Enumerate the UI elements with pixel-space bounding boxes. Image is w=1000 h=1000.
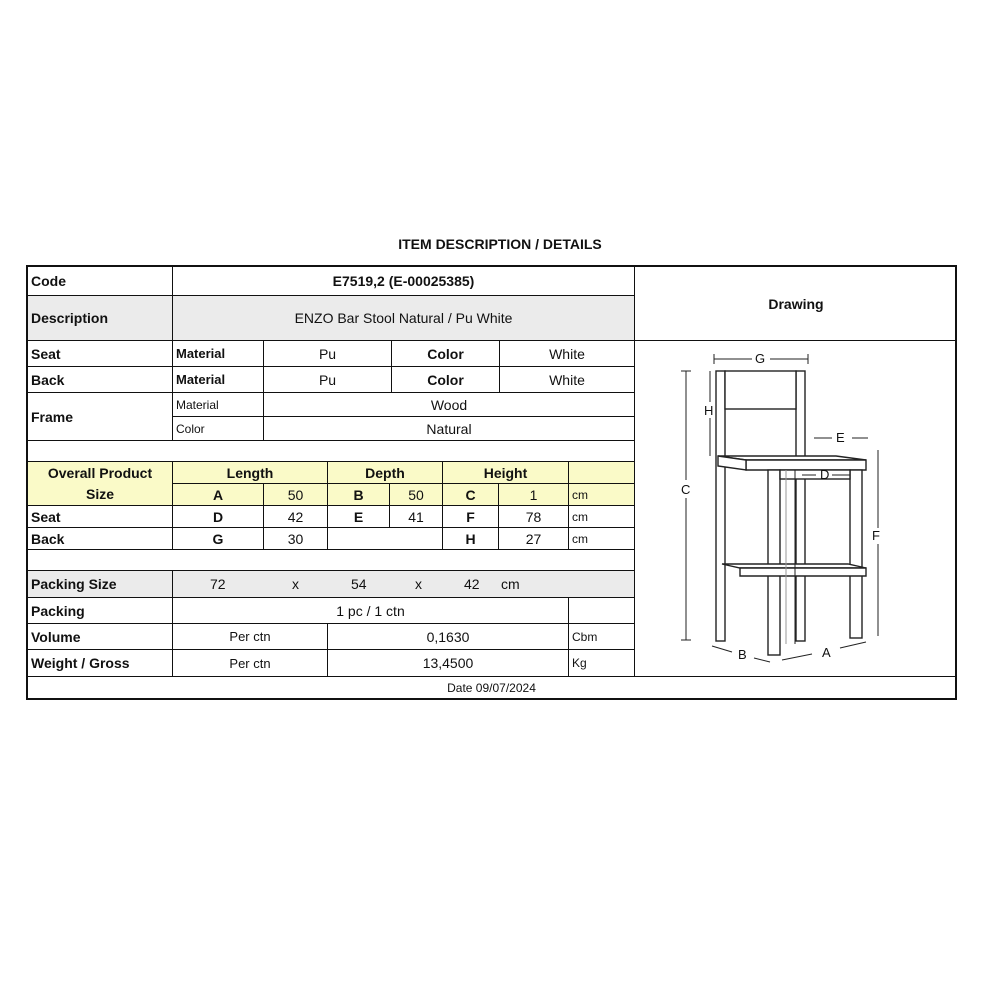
weight-label: Weight / Gross — [28, 650, 173, 677]
frame-color-value: Natural — [264, 417, 635, 441]
seat-size-label: Seat — [28, 506, 173, 528]
back-h-label: H — [443, 528, 499, 550]
back-material-label: Material — [173, 367, 264, 393]
seat-color-label: Color — [392, 341, 500, 367]
document-title: ITEM DESCRIPTION / DETAILS — [398, 236, 602, 252]
back-h-value: 27 — [499, 528, 569, 550]
packing-value: 1 pc / 1 ctn — [173, 598, 569, 624]
overall-a-label: A — [173, 484, 264, 506]
stool-drawing — [652, 346, 884, 664]
spacer-row-2 — [28, 550, 635, 571]
description-label: Description — [28, 296, 173, 341]
packing-size-length: 72 — [210, 576, 226, 592]
seat-label: Seat — [28, 341, 173, 367]
drawing-letter-c: C — [681, 482, 691, 497]
overall-size-label-line1: Overall Product — [47, 464, 153, 481]
drawing-letter-a: A — [822, 645, 831, 660]
packing-size-unit: cm — [501, 576, 520, 592]
height-header: Height — [443, 462, 569, 484]
depth-header: Depth — [328, 462, 443, 484]
front-left-leg — [768, 470, 780, 655]
back-color-label: Color — [392, 367, 500, 393]
frame-label: Frame — [28, 393, 173, 441]
back-g-label: G — [173, 528, 264, 550]
description-value: ENZO Bar Stool Natural / Pu White — [173, 296, 635, 341]
seat-unit: cm — [569, 506, 635, 528]
spacer-row — [28, 441, 635, 462]
frame-material-label: Material — [173, 393, 264, 417]
packing-size-label: Packing Size — [28, 571, 173, 598]
seat-material-label: Material — [173, 341, 264, 367]
drawing-letter-f: F — [872, 528, 880, 543]
packing-size-value — [173, 571, 635, 598]
seat-material-value: Pu — [264, 341, 392, 367]
drawing-letter-d: D — [820, 467, 830, 482]
packing-label: Packing — [28, 598, 173, 624]
seat-d-value: 42 — [264, 506, 328, 528]
back-left-post — [716, 371, 725, 641]
seat-d-label: D — [173, 506, 264, 528]
unit-header — [569, 462, 635, 484]
code-value: E7519,2 (E-00025385) — [173, 267, 635, 296]
back-label: Back — [28, 367, 173, 393]
drawing-letter-h: H — [704, 403, 714, 418]
drawing-letter-b: B — [738, 647, 747, 662]
drawing-letter-e: E — [836, 430, 845, 445]
drawing-letter-g: G — [755, 351, 766, 366]
volume-unit: Cbm — [569, 624, 635, 650]
length-header: Length — [173, 462, 328, 484]
seat-e-value: 41 — [390, 506, 443, 528]
overall-c-label: C — [443, 484, 499, 506]
seat-color-value: White — [500, 341, 635, 367]
overall-size-label — [28, 462, 173, 506]
overall-size-label-line2: Size — [85, 485, 114, 502]
back-material-value: Pu — [264, 367, 392, 393]
seat-f-label: F — [443, 506, 499, 528]
overall-a-value: 50 — [264, 484, 328, 506]
packing-size-x2: x — [415, 576, 422, 592]
backrest — [725, 371, 796, 409]
packing-size-height: 42 — [464, 576, 480, 592]
seat-front — [746, 460, 866, 470]
seat-f-value: 78 — [499, 506, 569, 528]
weight-value: 13,4500 — [328, 650, 569, 677]
packing-size-x1: x — [292, 576, 299, 592]
volume-value: 0,1630 — [328, 624, 569, 650]
frame-material-value: Wood — [264, 393, 635, 417]
overall-b-value: 50 — [390, 484, 443, 506]
back-unit: cm — [569, 528, 635, 550]
weight-unit: Kg — [569, 650, 635, 677]
overall-c-value: 1 — [499, 484, 569, 506]
code-label: Code — [28, 267, 173, 296]
date-footer: Date 09/07/2024 — [447, 680, 536, 695]
volume-label: Volume — [28, 624, 173, 650]
back-color-value: White — [500, 367, 635, 393]
overall-unit: cm — [569, 484, 635, 506]
footrest-front — [740, 568, 866, 576]
packing-unit-cell — [569, 598, 635, 624]
back-g-value: 30 — [264, 528, 328, 550]
back-empty-cell — [328, 528, 443, 550]
back-right-post — [796, 371, 805, 641]
front-right-leg — [850, 470, 862, 638]
back-size-label: Back — [28, 528, 173, 550]
drawing-header: Drawing — [635, 267, 957, 341]
frame-color-label: Color — [173, 417, 264, 441]
overall-b-label: B — [328, 484, 390, 506]
weight-per: Per ctn — [173, 650, 328, 677]
seat-e-label: E — [328, 506, 390, 528]
volume-per: Per ctn — [173, 624, 328, 650]
packing-size-width: 54 — [351, 576, 367, 592]
